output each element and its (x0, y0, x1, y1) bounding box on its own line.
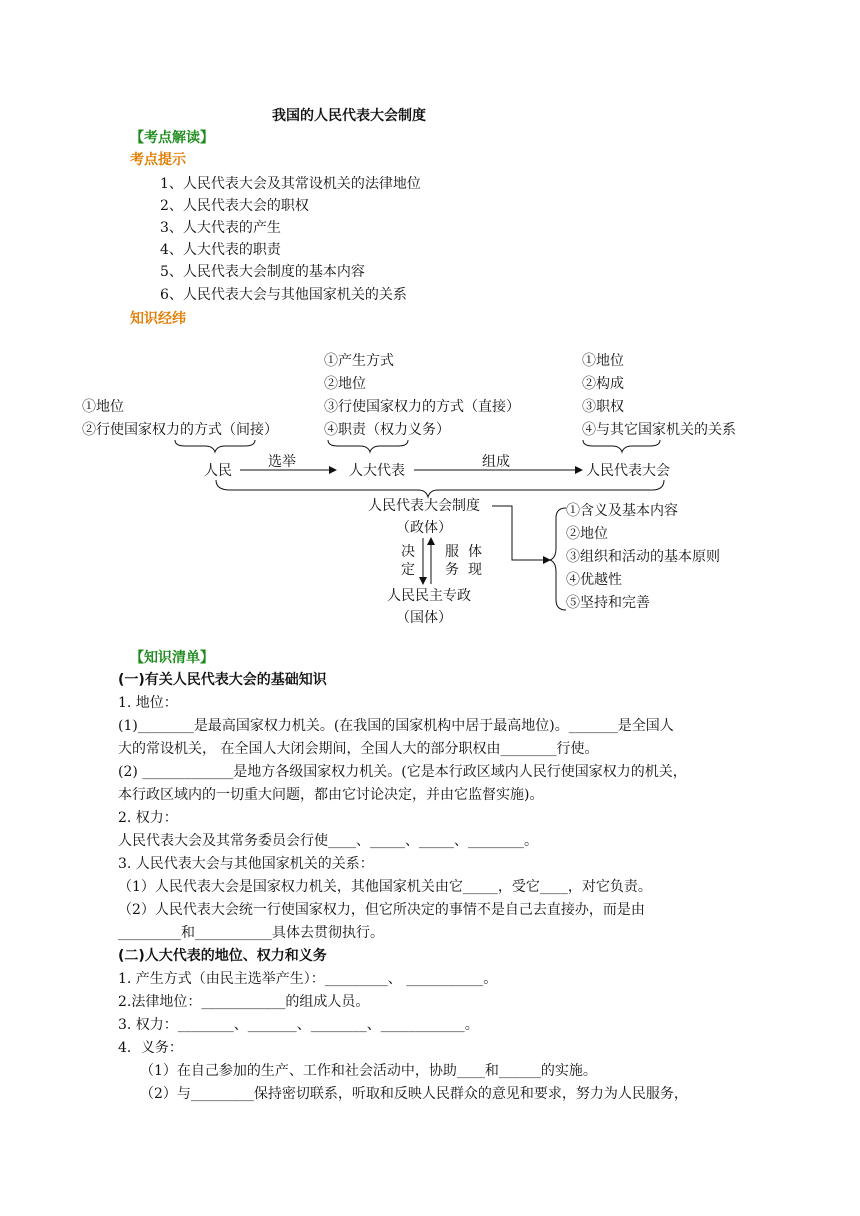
node-deputy: 人大代表 (349, 463, 405, 479)
diagram-item: ①产生方式 (324, 353, 394, 369)
label-reflect: 体 (468, 544, 482, 560)
page-title: 我国的人民代表大会制度 (272, 108, 426, 124)
tip-item: 1、人民代表大会及其常设机关的法律地位 (160, 176, 421, 192)
diagram-item: ④与其它国家机关的关系 (582, 422, 736, 438)
diagram-item: ②行使国家权力的方式（间接） (82, 422, 278, 438)
node-dictatorship: 人民民主专政 (387, 588, 471, 604)
knowledge-map-heading: 知识经纬 (130, 311, 186, 327)
text-line: 3. 人民代表大会与其他国家机关的关系： (118, 856, 374, 872)
text-line: 2. 权力： (118, 810, 178, 826)
diagram-left-items (82, 396, 278, 442)
text-line: 1. 地位： (118, 695, 178, 711)
tip-item: 4、人大代表的职责 (160, 242, 281, 258)
text-line: (2) _____________是地方各级国家权力机关。(它是本行政区域内人民行使国家权力的机关， (118, 764, 687, 780)
part1-heading: (一)有关人民代表大会的基础知识 (118, 672, 327, 688)
text-line: （1）在自己参加的生产、工作和社会活动中，协助____和______的实施。 (140, 1063, 597, 1079)
diagram-item: ②构成 (582, 376, 624, 392)
text-line: 大的常设机关， 在全国人大闭会期间，全国人大的部分职权由________行使。 (118, 741, 599, 757)
diagram-item: ①地位 (582, 353, 624, 369)
tip-item: 2、人民代表大会的职权 (160, 198, 309, 214)
node-zhengti: （政体） (396, 520, 452, 536)
section-heading-qingdan: 【知识清单】 (130, 650, 214, 666)
text-line: (1)________是最高国家权力机关。(在我国的国家机构中居于最高地位)。_______是全国人 (118, 718, 674, 734)
node-people: 人民 (204, 463, 232, 479)
node-system: 人民代表大会制度 (368, 498, 480, 514)
diagram-item: ③行使国家权力的方式（直接） (324, 399, 520, 415)
part2-heading: (二)人大代表的地位、权力和义务 (118, 948, 327, 964)
diagram-item: ③职权 (582, 399, 624, 415)
node-guoti: （国体） (396, 610, 452, 626)
node-congress: 人民代表大会 (586, 463, 670, 479)
diagram-right-items (582, 350, 736, 442)
text-line: （1）人民代表大会是国家权力机关，其他国家机关由它_____，受它____，对它负责。 (118, 879, 652, 895)
tip-item: 6、人民代表大会与其他国家机关的关系 (160, 287, 407, 303)
label-serve: 务 (445, 562, 459, 578)
diagram-item: ②地位 (566, 526, 608, 542)
diagram-item: ②地位 (324, 376, 366, 392)
text-line: （2）与_________保持密切联系，听取和反映人民群众的意见和要求，努力为人民服务， (140, 1086, 688, 1102)
label-serve: 服 (445, 544, 459, 560)
diagram-item: ④优越性 (566, 572, 622, 588)
brace-system (550, 508, 566, 610)
text-line: 2.法律地位：____________的组成人员。 (118, 994, 370, 1010)
text-line: _________和___________具体去贯彻执行。 (118, 925, 384, 941)
diagram-system-items (566, 500, 720, 615)
diagram-item: ③组织和活动的基本原则 (566, 549, 720, 565)
diagram-item: ④职责（权力义务） (324, 422, 450, 438)
diagram-mid-items (324, 350, 520, 442)
label-decide: 定 (401, 562, 415, 578)
tips-heading: 考点提示 (130, 152, 186, 168)
label-decide: 决 (401, 544, 415, 560)
tip-item: 5、人民代表大会制度的基本内容 (160, 264, 365, 280)
diagram-item: ①地位 (82, 399, 124, 415)
connector-system (492, 506, 550, 560)
diagram-item: ①含义及基本内容 (566, 503, 678, 519)
label-elect: 选举 (268, 454, 296, 470)
text-line: 人民代表大会及其常务委员会行使____、_____、_____、________。 (118, 833, 538, 849)
tip-item: 3、人大代表的产生 (160, 220, 281, 236)
text-line: 4．义务： (118, 1040, 183, 1056)
text-line: 本行政区域内的一切重大问题，都由它讨论决定，并由它监督实施)。 (118, 787, 544, 803)
diagram-item: ⑤坚持和完善 (566, 595, 650, 611)
label-form: 组成 (482, 454, 510, 470)
text-line: 1. 产生方式（由民主选举产生）：_________、 ___________。 (118, 971, 498, 987)
text-line: 3. 权力：________、_______、________、____________。 (118, 1017, 479, 1033)
brace-bottom (216, 480, 664, 497)
section-heading-kaodian: 【考点解读】 (130, 130, 214, 146)
label-reflect: 现 (468, 562, 482, 578)
text-line: （2）人民代表大会统一行使国家权力，但它所决定的事情不是自己去直接办，而是由 (118, 902, 645, 918)
